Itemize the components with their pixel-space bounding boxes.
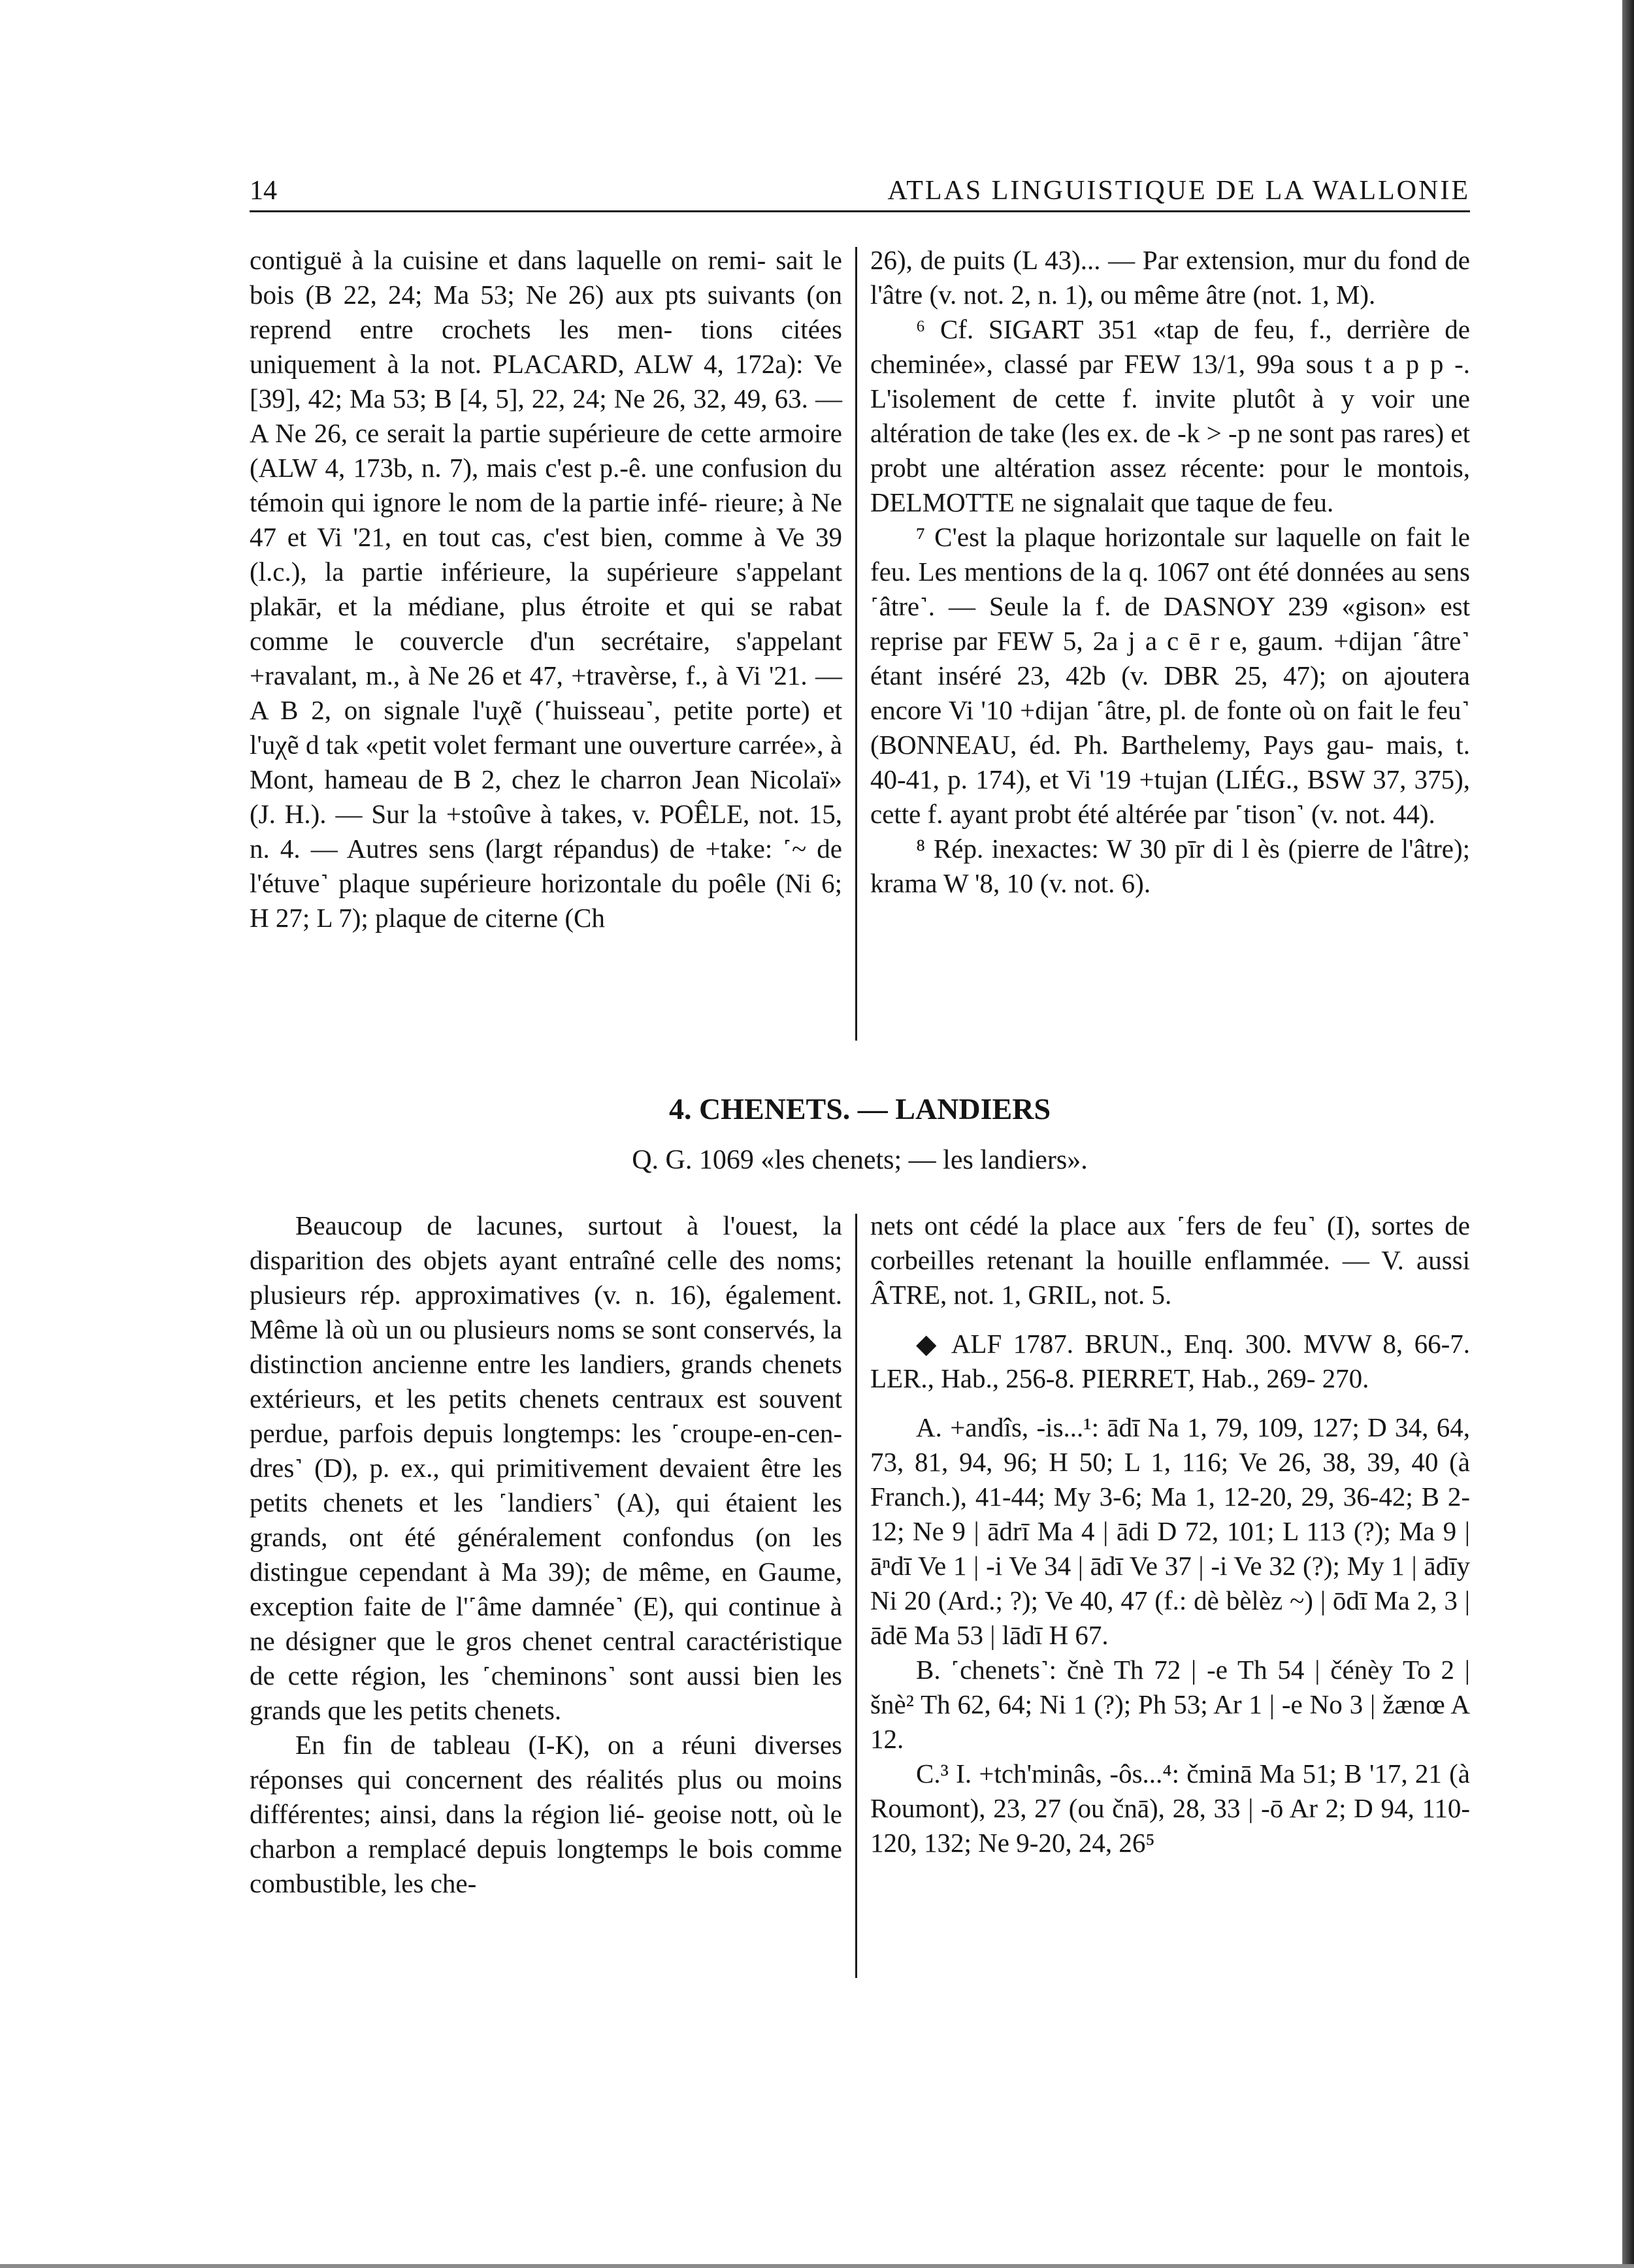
text-line: -p ne sont pas rares) et probt une altération — [870, 418, 1470, 483]
text-line: En fin de tableau (I-K), on a réuni diverses — [295, 1730, 842, 1760]
text-line: mais, t. 40-41, p. 174), et Vi '19 +tujan (LIÉG., — [870, 730, 1470, 794]
text-line: poêle (Ni 6; H 27; L 7); plaque de citerne (Ch — [250, 868, 842, 933]
text-line: geoise nott, où le charbon a remplacé depuis — [250, 1799, 842, 1864]
text-line: tak «petit volet fermant une ouverture — [325, 730, 732, 760]
text-line: feu˺ (BONNEAU, éd. Ph. Barthelemy, Pays gau- — [870, 695, 1470, 760]
text-line: été données au sens ˹âtre˺. — Seule la f. de — [870, 557, 1470, 621]
text-line: sait le bois (B 22, 24; Ma 53; Ne 26) aux pts — [250, 245, 842, 310]
text-line: Beaucoup de lacunes, surtout à l'ouest, la — [295, 1210, 842, 1240]
text-line: A. +andîs, -is...¹: ādī Na 1, 79, 109, 127; D — [916, 1412, 1387, 1442]
text-line: l'âtre); krama W '8, 10 (v. not. 6). — [870, 834, 1471, 898]
paragraph — [870, 1410, 1470, 1653]
paragraph — [250, 243, 842, 935]
text-line: petits chenets centraux est souvent perdue, — [250, 1384, 842, 1448]
text-line: tions citées uniquement à la not. PLACARD, — [250, 314, 842, 379]
paragraph — [870, 832, 1470, 901]
text-line: 34, 64, 73, 81, 94, 96; H 50; L 1, 116; Ve 26, — [870, 1412, 1471, 1477]
text-line: se sont conservés, la distinction ancienne entre — [250, 1314, 843, 1379]
text-line: '17, 21 (à Roumont), 23, 27 (ou čnā), 28, 33 | — [870, 1758, 1470, 1823]
text-line: disparition des objets ayant entraîné celle des — [250, 1245, 765, 1275]
text-line: rieure; à Ne 47 et Vi '21, en tout cas, c'est — [250, 487, 843, 552]
text-line: confondus (on les distingue cependant à Ma — [250, 1522, 842, 1587]
paragraph — [870, 312, 1470, 520]
text-line: ⁸ Rép. inexactes: W 30 pīr di l ès (pierre de — [916, 834, 1394, 864]
text-line: d'un secrétaire, s'appelant +ravalant, m., à Ne — [250, 626, 843, 690]
text-line: 26 et 47, +travèrse, f., à Vi '21. — A B 2, on — [250, 660, 843, 725]
text-line: étaient les grands, ont été généralement — [250, 1487, 842, 1552]
text-line: signale l'uχẽ (˹huisseau˺, petite porte) et l'uχẽ d — [250, 695, 842, 760]
text-line: 22, 24; Ne 26, 32, 49, 63. — A Ne 26, ce serait — [250, 383, 843, 448]
text-line: la supérieure s'appelant plakār, et la médiane, — [250, 557, 843, 621]
text-line: parfois depuis longtemps: les ˹croupe-en-cen- — [338, 1418, 842, 1448]
section-question: Q. G. 1069 «les chenets; — les landiers». — [632, 1145, 1088, 1175]
text-line: être les petits chenets et les ˹landiers˺ (A), qui — [250, 1453, 842, 1517]
bottom-right-column — [870, 1208, 1470, 1860]
text-line: ⁷ C'est la plaque horizontale sur laquelle — [916, 522, 1362, 552]
text-line: sortes de corbeilles retenant la houille — [870, 1210, 1470, 1275]
page-edge-shadow — [1622, 0, 1634, 2268]
text-line: 23, 42b (v. DBR 25, 47); on ajoutera encore — [870, 660, 1471, 725]
text-line: plus étroite et qui se rabat comme le couvercle — [250, 591, 842, 656]
text-line: 2 | šnè² Th 62, 64; Ni 1 (?); Ph 53; Ar 1 | -e — [870, 1655, 1470, 1719]
text-line: 66-7. LER., Hab., 256-8. PIERRET, Hab., 269- — [870, 1329, 1470, 1393]
text-line: l'˹âme damnée˺ (E), qui continue à ne désigner — [250, 1591, 842, 1656]
text-line: bien, comme à Ve 39 (l.c.), la partie inférieure, — [250, 522, 842, 587]
paragraph — [250, 1208, 842, 1728]
text-line: que le gros chenet central caractéristique de — [250, 1626, 843, 1691]
text-line: âtre (not. 1, M). — [1205, 280, 1376, 310]
text-line: suivants (on reprend entre crochets les men- — [250, 280, 843, 344]
text-line: on fait le feu. Les mentions de la q. 1067 ont — [870, 522, 1470, 587]
page-number: 14 — [250, 176, 277, 206]
text-line: No 3 | žænœ A 12. — [870, 1689, 1470, 1754]
text-line: moins différentes; ainsi, dans la région lié- — [250, 1764, 843, 1829]
text-line: témoin qui ignore le nom de la partie infé- — [250, 487, 708, 517]
text-line: également. Même là où un ou plusieurs noms — [250, 1280, 842, 1344]
text-line: (Ard.; ?); Ve 40, 47 (f.: dè bèlèz ~) | ōdī Ma — [938, 1585, 1410, 1615]
text-line: cheminée», classé par FEW 13/1, 99a sous — [870, 349, 1354, 379]
text-line: +stoûve à takes, v. POÊLE, not. 15, n. 4. — — [250, 799, 842, 864]
text-line: dres˺ (D), p. ex., qui primitivement devaient — [250, 1453, 750, 1483]
text-line: ALW 4, 172a): Ve [39], 42; Ma 53; B [4, 5], — [250, 349, 842, 413]
paragraph — [870, 1208, 1470, 1312]
paragraph — [870, 520, 1470, 832]
paragraph — [870, 1757, 1470, 1860]
text-line: signalait que taque de feu. — [1053, 487, 1334, 517]
text-line: les landiers, grands chenets extérieurs, et les — [250, 1349, 843, 1414]
text-line: t a p p -. L'isolement de cette f. invite plutôt à — [870, 349, 1471, 413]
text-line: carrée», à Mont, hameau de B 2, chez le — [250, 730, 843, 794]
text-line: B. ˹chenets˺: čnè Th 72 | -e Th 54 | čénèy To — [916, 1655, 1431, 1685]
column-rule-top — [855, 247, 857, 1041]
section-title: 4. CHENETS. — LANDIERS — [668, 1092, 1051, 1126]
text-line: D 72, 101; L 113 (?); Ma 9 | āⁿdī Ve 1 | -i Ve — [870, 1516, 1471, 1581]
text-line: noms; plusieurs rép. approximatives (v. n. 16), — [250, 1245, 843, 1310]
text-line: 38, 39, 40 (à Franch.), 41-44; My 3-6; Ma 1, — [870, 1447, 1470, 1512]
text-line: 34 | ādī Ve 37 | -i Ve 32 (?); My 1 | ādīy Ni 20 — [870, 1551, 1471, 1615]
text-line: longtemps le bois comme combustible, les che- — [250, 1834, 842, 1898]
text-line: ◆ ALF 1787. BRUN., Enq. 300. MVW 8, — [916, 1329, 1403, 1359]
text-line: réponses qui concernent des réalités plus ou — [250, 1764, 763, 1794]
text-line: 12-20, 29, 36-42; B 2-12; Ne 9 | ādrī Ma 4 | ādi — [870, 1482, 1471, 1546]
running-head: ATLAS LINGUISTIQUE DE LA WALLONIE — [887, 176, 1470, 206]
page-edge-bottom — [0, 2264, 1634, 2268]
text-line: l'étuve˺ plaque supérieure horizontale du — [250, 868, 698, 898]
column-rule-bottom — [855, 1214, 857, 1978]
text-line: not. 5. — [1103, 1280, 1172, 1310]
text-line: 2a j a c ē r e, gaum. +dijan ˹âtre˺ étant inséré — [870, 626, 1470, 690]
text-line: la partie supérieure de cette armoire (ALW 4, — [250, 418, 842, 483]
bottom-left-column — [250, 1208, 842, 1901]
text-line: enflammée. — V. aussi ÂTRE, not. 1, GRIL, — [870, 1245, 1471, 1310]
text-line: DASNOY 239 «gison» est reprise par FEW 5, — [870, 591, 1471, 656]
text-line: contiguë à la cuisine et dans laquelle on remi- — [250, 245, 766, 275]
text-line: par ˹tison˺ (v. not. 44). — [1194, 799, 1435, 829]
text-line: Autres sens (largt répandus) de +take: ˹~ de — [346, 834, 842, 864]
paragraph — [870, 1653, 1470, 1757]
text-line: BSW 37, 375), cette f. ayant probt été altérée — [870, 764, 1471, 829]
text-line: C.³ I. +tch'minâs, -ôs...⁴: čminā Ma 51; B — [916, 1758, 1362, 1789]
text-line: y voir une altération de take (les ex. de -k > — [870, 383, 1470, 448]
text-line: ⁶ Cf. SIGART 351 «tap de feu, f., derrière de — [916, 314, 1470, 344]
text-line: 173b, n. 7), mais c'est p.-ê. une confusion du — [353, 453, 842, 483]
text-line: -ō Ar 2; D 94, 110-120, 132; Ne 9-20, 24, 26⁵ — [870, 1793, 1470, 1858]
top-right-column — [870, 243, 1470, 901]
text-line: 26), de puits (L 43)... — Par extension, mur — [870, 245, 1347, 275]
page-header — [250, 171, 1470, 212]
text-line: charron Jean Nicolaï» (J. H.). — Sur la — [250, 764, 843, 829]
paragraph — [870, 1327, 1470, 1396]
text-line: grands que les petits chenets. — [250, 1695, 562, 1725]
top-left-column — [250, 243, 842, 935]
text-line: 39); de même, en Gaume, exception faite de — [250, 1557, 842, 1621]
text-line: nets ont cédé la place aux ˹fers de feu˺ (I), — [870, 1210, 1361, 1240]
paragraph — [250, 1728, 842, 1901]
text-line: assez récente: pour le montois, DELMOTTE ne — [870, 453, 1470, 517]
text-line: Vi '10 +dijan ˹âtre, pl. de fonte où on fait le — [948, 695, 1420, 725]
text-line: cette région, les ˹cheminons˺ sont aussi bien les — [287, 1660, 842, 1691]
paragraph — [870, 243, 1470, 312]
text-line: du fond de l'âtre (v. not. 2, n. 1), ou même — [870, 245, 1471, 310]
text-line: 2, 3 | ādē Ma 53 | lādī H 67. — [870, 1585, 1470, 1650]
text-line: 270. — [1322, 1363, 1369, 1393]
